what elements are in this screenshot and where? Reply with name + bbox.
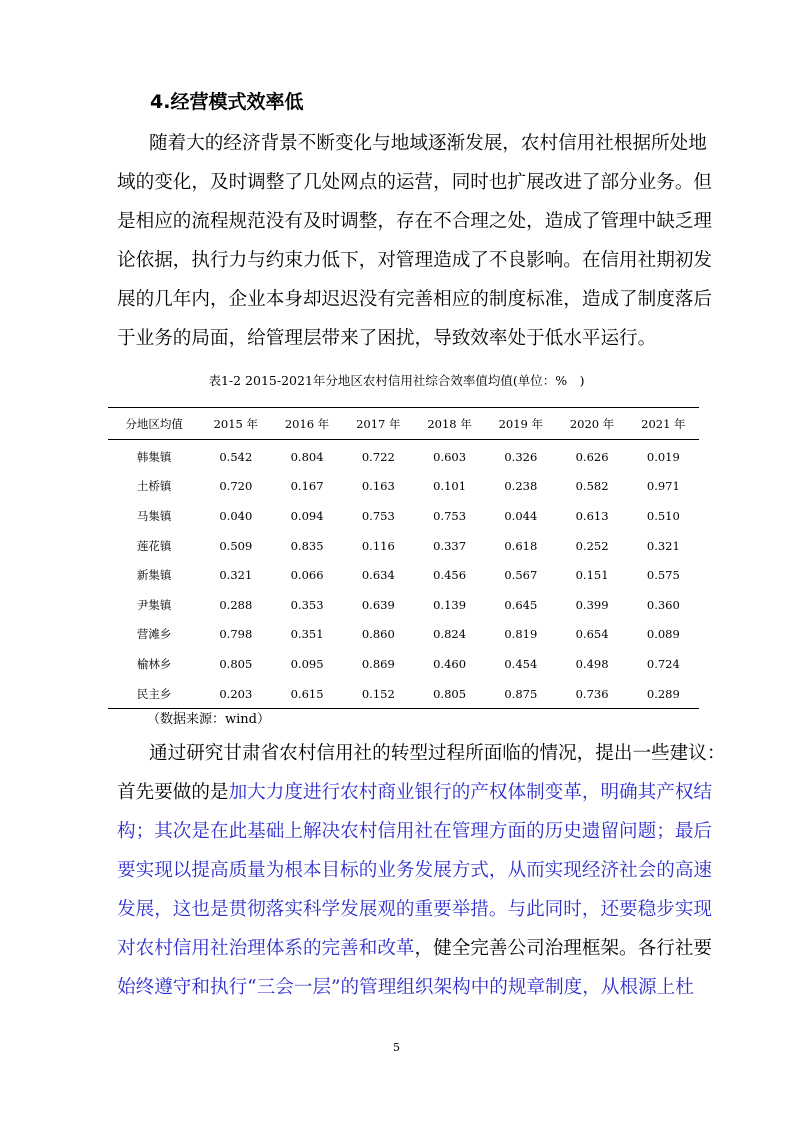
section-heading: 4.经营模式效率低 [150, 91, 304, 113]
column-header: 2018 年 [414, 408, 485, 440]
page-number: 5 [393, 1041, 400, 1054]
value-cell: 0.456 [433, 568, 467, 583]
value-cell: 0.454 [504, 656, 538, 671]
paragraph-line: 是相应的流程规范没有及时调整，存在不合理之处，造成了管理中缺乏理 [117, 211, 713, 232]
value-cell: 0.724 [646, 656, 680, 671]
value-cell: 0.066 [290, 568, 324, 583]
region-cell: 尹集镇 [136, 597, 172, 612]
highlighted-text: 始终遵守和执行“三会一层”的管理组织架构中的规章制度，从根源上杜 [117, 977, 694, 998]
paragraph-line: 域的变化，及时调整了几处网点的运营，同时也扩展改进了部分业务。但 [117, 172, 713, 193]
highlighted-text: 对农村信用社治理体系的完善和改革 [117, 938, 415, 959]
value-cell: 0.805 [219, 656, 253, 671]
value-cell: 0.498 [575, 656, 609, 671]
column-header: 分地区均值 [108, 408, 200, 440]
value-cell: 0.163 [361, 479, 395, 494]
value-cell: 0.089 [646, 627, 680, 642]
value-cell: 0.971 [646, 479, 680, 494]
table-row [108, 649, 699, 679]
paragraph-line: 论依据，执行力与约束力低下，对管理造成了不良影响。在信用社期初发 [117, 250, 713, 271]
region-cell: 民主乡 [136, 686, 172, 701]
table-row [108, 590, 699, 620]
value-cell: 0.510 [646, 508, 680, 523]
value-cell: 0.139 [433, 597, 467, 612]
paragraph-line: 通过研究甘肃省农村信用社的转型过程所面临的情况，提出一些建议： [149, 743, 726, 764]
column-header: 2016 年 [271, 408, 342, 440]
region-cell: 榆林乡 [136, 656, 172, 671]
column-header: 2021 年 [628, 408, 699, 440]
value-cell: 0.645 [504, 597, 538, 612]
value-cell: 0.399 [575, 597, 609, 612]
column-header: 2017 年 [343, 408, 414, 440]
value-cell: 0.152 [361, 686, 395, 701]
paragraph-2 [117, 734, 726, 1007]
value-cell: 0.151 [575, 568, 609, 583]
value-cell: 0.167 [290, 479, 324, 494]
plain-text: 首先要做的是 [117, 782, 229, 803]
value-cell: 0.869 [361, 656, 395, 671]
value-cell: 0.019 [646, 449, 680, 464]
value-cell: 0.639 [361, 597, 395, 612]
value-cell: 0.720 [219, 479, 253, 494]
value-cell: 0.875 [504, 686, 538, 701]
highlighted-text: 加大力度进行农村商业银行的产权体制变革，明确其产权结 [228, 782, 713, 803]
value-cell: 0.095 [290, 656, 324, 671]
value-cell: 0.618 [504, 538, 538, 553]
highlighted-text: 要实现以提高质量为根本目标的业务发展方式，从而实现经济社会的高速 [117, 860, 713, 881]
value-cell: 0.804 [290, 449, 324, 464]
value-cell: 0.575 [646, 568, 680, 583]
value-cell: 0.753 [433, 508, 467, 523]
paragraph-line [117, 929, 717, 968]
region-cell: 韩集镇 [136, 449, 172, 464]
efficiency-table [108, 407, 699, 709]
value-cell: 0.603 [433, 449, 467, 464]
data-source-note: （数据来源：wind） [147, 712, 270, 727]
table-row [108, 531, 699, 561]
highlighted-text: 发展，这也是贯彻落实科学发展观的重要举措。与此同时，还要稳步实现 [117, 899, 713, 920]
region-cell: 新集镇 [136, 568, 172, 583]
table-row [108, 679, 699, 709]
value-cell: 0.798 [219, 627, 253, 642]
value-cell: 0.615 [290, 686, 324, 701]
region-cell: 莲花镇 [136, 538, 172, 553]
column-header: 2015 年 [200, 408, 271, 440]
value-cell: 0.805 [433, 686, 467, 701]
value-cell: 0.238 [504, 479, 538, 494]
column-header: 2020 年 [556, 408, 627, 440]
region-cell: 马集镇 [136, 508, 172, 523]
highlighted-text: 构；其次是在此基础上解决农村信用社在管理方面的历史遗留问题；最后 [117, 821, 713, 842]
value-cell: 0.321 [646, 538, 680, 553]
table-row [108, 472, 699, 502]
value-cell: 0.203 [219, 686, 253, 701]
value-cell: 0.542 [219, 449, 253, 464]
value-cell: 0.289 [646, 686, 680, 701]
value-cell: 0.360 [646, 597, 680, 612]
value-cell: 0.353 [290, 597, 324, 612]
value-cell: 0.835 [290, 538, 324, 553]
value-cell: 0.288 [219, 597, 253, 612]
value-cell: 0.634 [361, 568, 395, 583]
paragraph-line: 于业务的局面，给管理层带来了困扰，导致效率处于低水平运行。 [117, 328, 657, 349]
column-header: 2019 年 [485, 408, 556, 440]
value-cell: 0.824 [433, 627, 467, 642]
value-cell: 0.040 [219, 508, 253, 523]
value-cell: 0.460 [433, 656, 467, 671]
paragraph-line: 随着大的经济背景不断变化与地域逐渐发展，农村信用社根据所处地 [149, 133, 707, 154]
table-row [108, 501, 699, 531]
value-cell: 0.736 [575, 686, 609, 701]
value-cell: 0.654 [575, 627, 609, 642]
value-cell: 0.252 [575, 538, 609, 553]
value-cell: 0.722 [361, 449, 395, 464]
table-caption: 表1-2 2015-2021年分地区农村信用社综合效率值均值(单位：% ) [208, 373, 585, 388]
value-cell: 0.337 [433, 538, 467, 553]
table-row [108, 620, 699, 650]
table-row [108, 560, 699, 590]
region-cell: 土桥镇 [136, 479, 172, 494]
value-cell: 0.613 [575, 508, 609, 523]
paragraph-1 [117, 124, 717, 358]
value-cell: 0.582 [575, 479, 609, 494]
value-cell: 0.116 [361, 538, 395, 553]
value-cell: 0.094 [290, 508, 324, 523]
table-header-row [108, 408, 699, 440]
value-cell: 0.860 [361, 627, 395, 642]
value-cell: 0.509 [219, 538, 253, 553]
value-cell: 0.101 [433, 479, 467, 494]
value-cell: 0.321 [219, 568, 253, 583]
value-cell: 0.819 [504, 627, 538, 642]
paragraph-line [117, 773, 717, 812]
value-cell: 0.567 [504, 568, 538, 583]
plain-text: ，健全完善公司治理框架。各行社要 [414, 938, 713, 959]
value-cell: 0.351 [290, 627, 324, 642]
value-cell: 0.626 [575, 449, 609, 464]
value-cell: 0.753 [361, 508, 395, 523]
table-row [108, 440, 699, 472]
paragraph-line: 展的几年内，企业本身却迟迟没有完善相应的制度标准，造成了制度落后 [117, 289, 713, 310]
region-cell: 营滩乡 [136, 627, 172, 642]
value-cell: 0.044 [504, 508, 538, 523]
value-cell: 0.326 [504, 449, 538, 464]
